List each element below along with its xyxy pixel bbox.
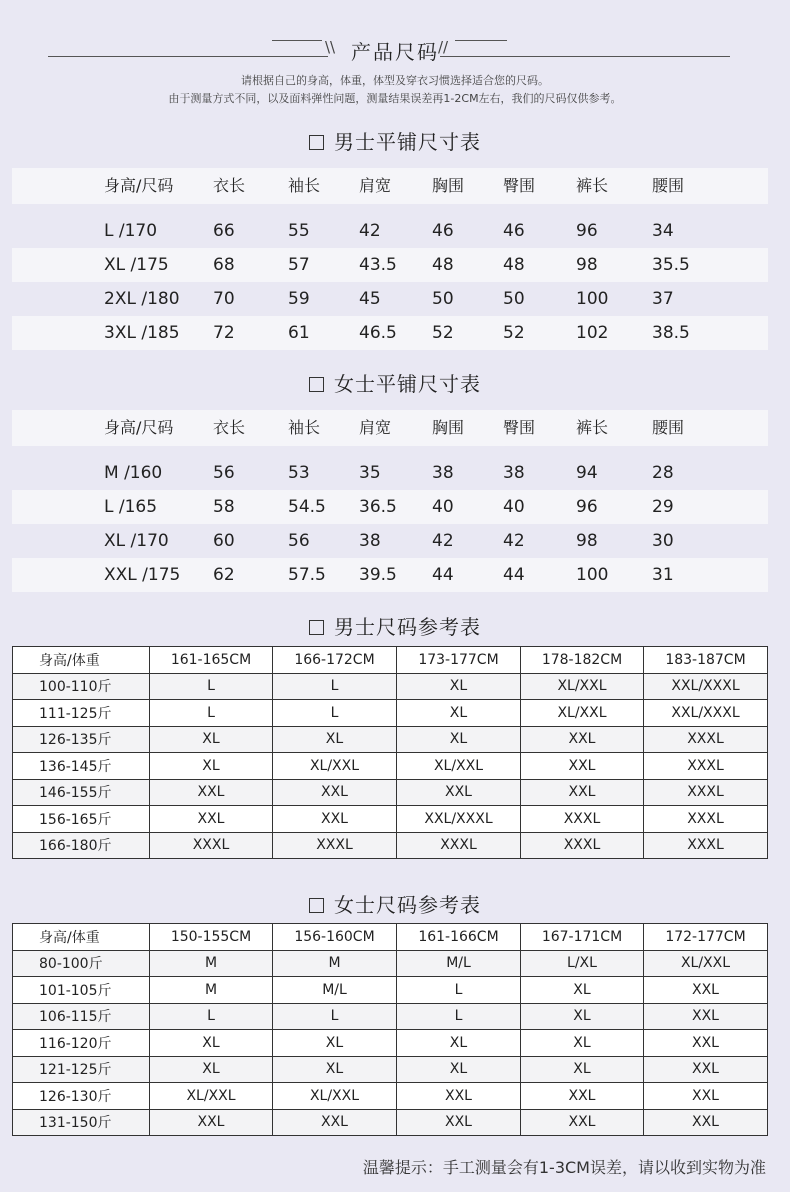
table-header-row: [12, 168, 768, 204]
table-cell: XXL: [397, 1083, 521, 1110]
table-cell: XXL: [150, 806, 273, 833]
table-cell: XL: [521, 1003, 644, 1030]
table-cell: XL: [150, 1056, 273, 1083]
table-row: [13, 726, 768, 753]
table-cell: XL: [397, 1030, 521, 1057]
table-cell: 101-105斤: [13, 977, 150, 1004]
table-cell: 126-135斤: [13, 726, 150, 753]
table-cell: 31: [652, 565, 674, 585]
table-cell: XL /170: [104, 531, 169, 551]
table-cell: 62: [213, 565, 235, 585]
checkbox-square-icon: [309, 377, 324, 392]
table-cell: XL/XXL: [273, 1083, 397, 1110]
table-cell: XXXL: [521, 832, 644, 859]
column-header: 身高/体重: [13, 647, 150, 674]
table-cell: XL: [521, 977, 644, 1004]
column-header: 肩宽: [359, 176, 392, 195]
men-flat-title: [0, 126, 790, 155]
table-cell: 40: [503, 497, 525, 517]
women-flat-title-text: 女士平铺尺寸表: [334, 372, 481, 396]
table-cell: 45: [359, 289, 381, 309]
table-cell: 42: [503, 531, 525, 551]
page-subtitle-2: 由于测量方式不同，以及面料弹性问题，测量结果误差再1-2CM左右，我们的尺码仅供参考。: [168, 92, 622, 105]
column-header: 袖长: [288, 176, 321, 195]
table-cell: L: [150, 673, 273, 700]
table-row: [12, 524, 768, 558]
table-header-row: [12, 410, 768, 446]
table-row: [13, 1030, 768, 1057]
table-cell: XL: [521, 1030, 644, 1057]
column-header: 身高/尺码: [104, 418, 174, 437]
table-cell: 28: [652, 463, 674, 483]
table-cell: XXL: [397, 1109, 521, 1136]
table-cell: 96: [576, 221, 598, 241]
table-cell: 52: [432, 323, 454, 343]
table-cell: 61: [288, 323, 310, 343]
table-cell: XXL: [521, 753, 644, 780]
page-title: 产品尺码: [351, 40, 439, 64]
table-header-row: [13, 647, 768, 674]
column-header: 183-187CM: [644, 647, 768, 674]
table-cell: 38: [359, 531, 381, 551]
table-cell: XXL: [644, 1083, 768, 1110]
table-cell: XXXL: [644, 726, 768, 753]
table-cell: M: [150, 950, 273, 977]
table-row: [13, 700, 768, 727]
table-row: [13, 779, 768, 806]
column-header: 衣长: [213, 418, 246, 437]
table-cell: 106-115斤: [13, 1003, 150, 1030]
table-cell: M/L: [397, 950, 521, 977]
men-flat-title-text: 男士平铺尺寸表: [334, 130, 481, 154]
table-cell: 131-150斤: [13, 1109, 150, 1136]
table-cell: 57.5: [288, 565, 326, 585]
table-cell: 48: [503, 255, 525, 275]
table-row: [13, 1083, 768, 1110]
table-cell: L: [397, 977, 521, 1004]
column-header: 胸围: [432, 176, 465, 195]
table-cell: 94: [576, 463, 598, 483]
table-cell: XL: [150, 1030, 273, 1057]
table-cell: 121-125斤: [13, 1056, 150, 1083]
table-cell: 59: [288, 289, 310, 309]
column-header: 臀围: [503, 418, 536, 437]
table-row: [12, 490, 768, 524]
table-cell: L: [273, 1003, 397, 1030]
column-header: 腰围: [652, 418, 685, 437]
table-cell: 50: [432, 289, 454, 309]
table-cell: XXL: [273, 806, 397, 833]
page-header: [0, 0, 790, 110]
table-row: [13, 950, 768, 977]
column-header: 166-172CM: [273, 647, 397, 674]
table-cell: XXL/XXXL: [644, 673, 768, 700]
women-ref-title: [0, 889, 790, 918]
table-cell: L: [273, 700, 397, 727]
table-cell: XXL: [644, 1003, 768, 1030]
table-cell: 96: [576, 497, 598, 517]
table-cell: 50: [503, 289, 525, 309]
table-row: [12, 248, 768, 282]
table-row: [13, 1056, 768, 1083]
table-cell: M: [150, 977, 273, 1004]
men-flat-table: [12, 168, 768, 350]
table-cell: XXL: [521, 1083, 644, 1110]
table-cell: 44: [503, 565, 525, 585]
table-cell: XXXL: [397, 832, 521, 859]
column-header: 身高/尺码: [104, 176, 174, 195]
table-cell: XXL: [397, 779, 521, 806]
table-cell: XXL: [644, 1056, 768, 1083]
column-header: 172-177CM: [644, 924, 768, 951]
table-row: [12, 282, 768, 316]
table-row: [13, 806, 768, 833]
footer-note: 温馨提示：手工测量会有1-3CM误差，请以收到实物为准: [362, 1158, 766, 1177]
table-cell: XXL /175: [104, 565, 181, 585]
table-cell: L: [397, 1003, 521, 1030]
column-header: 167-171CM: [521, 924, 644, 951]
table-cell: XXL: [521, 726, 644, 753]
table-cell: 72: [213, 323, 235, 343]
women-ref-title-text: 女士尺码参考表: [334, 893, 481, 917]
table-cell: XL: [397, 1056, 521, 1083]
table-cell: XXL: [150, 779, 273, 806]
table-cell: XXL: [521, 779, 644, 806]
column-header: 161-165CM: [150, 647, 273, 674]
table-cell: 30: [652, 531, 674, 551]
women-flat-table: [12, 410, 768, 592]
column-header: 173-177CM: [397, 647, 521, 674]
table-cell: L: [150, 700, 273, 727]
table-cell: 37: [652, 289, 674, 309]
table-cell: 35.5: [652, 255, 690, 275]
table-cell: 56: [213, 463, 235, 483]
column-header: 衣长: [213, 176, 246, 195]
table-cell: 55: [288, 221, 310, 241]
column-header: 156-160CM: [273, 924, 397, 951]
table-cell: 46.5: [359, 323, 397, 343]
column-header: 身高/体重: [13, 924, 150, 951]
table-cell: 58: [213, 497, 235, 517]
table-cell: 102: [576, 323, 609, 343]
table-cell: XL: [521, 1056, 644, 1083]
table-cell: XXXL: [644, 806, 768, 833]
table-cell: 40: [432, 497, 454, 517]
table-cell: 156-165斤: [13, 806, 150, 833]
table-cell: XXXL: [644, 832, 768, 859]
table-cell: 100-110斤: [13, 673, 150, 700]
table-cell: 56: [288, 531, 310, 551]
table-cell: 3XL /185: [104, 323, 180, 343]
women-ref-table: [12, 923, 768, 1136]
table-cell: 44: [432, 565, 454, 585]
table-cell: M /160: [104, 463, 163, 483]
column-header: 178-182CM: [521, 647, 644, 674]
table-cell: 68: [213, 255, 235, 275]
table-cell: 166-180斤: [13, 832, 150, 859]
table-cell: XXXL: [521, 806, 644, 833]
table-cell: 80-100斤: [13, 950, 150, 977]
table-cell: 46: [432, 221, 454, 241]
table-cell: 98: [576, 255, 598, 275]
men-ref-title: [0, 611, 790, 640]
table-cell: 98: [576, 531, 598, 551]
table-cell: 54.5: [288, 497, 326, 517]
table-cell: 60: [213, 531, 235, 551]
table-cell: XXXL: [150, 832, 273, 859]
table-cell: 42: [432, 531, 454, 551]
table-cell: XL: [397, 673, 521, 700]
column-header: 袖长: [288, 418, 321, 437]
table-cell: XXL/XXXL: [397, 806, 521, 833]
men-ref-title-text: 男士尺码参考表: [334, 615, 481, 639]
table-cell: 2XL /180: [104, 289, 180, 309]
table-cell: XL: [273, 726, 397, 753]
table-row: [13, 1109, 768, 1136]
table-cell: XXL: [273, 1109, 397, 1136]
table-cell: 136-145斤: [13, 753, 150, 780]
table-row: [12, 214, 768, 248]
table-cell: 66: [213, 221, 235, 241]
table-cell: XL /175: [104, 255, 169, 275]
table-cell: 42: [359, 221, 381, 241]
table-cell: L /170: [104, 221, 158, 241]
table-cell: 35: [359, 463, 381, 483]
title-deco-left: \\: [325, 38, 336, 56]
checkbox-square-icon: [309, 898, 324, 913]
table-cell: 100: [576, 565, 609, 585]
men-ref-table: [12, 646, 768, 859]
column-header: 161-166CM: [397, 924, 521, 951]
table-cell: XXL: [644, 1030, 768, 1057]
table-cell: XL: [397, 700, 521, 727]
table-cell: 53: [288, 463, 310, 483]
column-header: 裤长: [576, 176, 609, 195]
table-cell: XL: [273, 1056, 397, 1083]
table-cell: XXL: [644, 1109, 768, 1136]
table-cell: XL/XXL: [150, 1083, 273, 1110]
table-cell: XL: [150, 753, 273, 780]
table-cell: 34: [652, 221, 674, 241]
table-cell: XXL: [521, 1109, 644, 1136]
table-row: [13, 673, 768, 700]
table-cell: XL: [397, 726, 521, 753]
table-cell: L /165: [104, 497, 158, 517]
table-cell: XXL: [273, 779, 397, 806]
table-cell: 39.5: [359, 565, 397, 585]
table-cell: 116-120斤: [13, 1030, 150, 1057]
column-header: 裤长: [576, 418, 609, 437]
checkbox-square-icon: [309, 620, 324, 635]
table-cell: XL: [150, 726, 273, 753]
table-cell: XXXL: [273, 832, 397, 859]
table-cell: 57: [288, 255, 310, 275]
table-cell: 146-155斤: [13, 779, 150, 806]
table-cell: XXL: [644, 977, 768, 1004]
table-row: [13, 753, 768, 780]
page-subtitle-1: 请根据自己的身高，体重，体型及穿衣习惯选择适合您的尺码。: [241, 74, 549, 87]
table-cell: XL/XXL: [521, 673, 644, 700]
header-spacer: [12, 446, 768, 456]
table-cell: 38.5: [652, 323, 690, 343]
table-cell: 43.5: [359, 255, 397, 275]
table-cell: XXXL: [644, 779, 768, 806]
table-row: [12, 456, 768, 490]
table-cell: 38: [503, 463, 525, 483]
table-cell: XL/XXL: [273, 753, 397, 780]
table-cell: 52: [503, 323, 525, 343]
column-header: 胸围: [432, 418, 465, 437]
table-row: [13, 832, 768, 859]
column-header: 肩宽: [359, 418, 392, 437]
table-cell: 70: [213, 289, 235, 309]
table-cell: M: [273, 950, 397, 977]
column-header: 150-155CM: [150, 924, 273, 951]
column-header: 腰围: [652, 176, 685, 195]
table-cell: M/L: [273, 977, 397, 1004]
table-header-row: [13, 924, 768, 951]
table-row: [13, 977, 768, 1004]
table-cell: XL/XXL: [644, 950, 768, 977]
table-cell: XL/XXL: [521, 700, 644, 727]
table-cell: L/XL: [521, 950, 644, 977]
table-cell: XL/XXL: [397, 753, 521, 780]
table-cell: 111-125斤: [13, 700, 150, 727]
women-flat-title: [0, 368, 790, 397]
title-deco-right: //: [438, 38, 449, 56]
table-cell: 38: [432, 463, 454, 483]
table-cell: L: [273, 673, 397, 700]
table-cell: L: [150, 1003, 273, 1030]
table-cell: XXXL: [644, 753, 768, 780]
table-cell: 36.5: [359, 497, 397, 517]
table-row: [12, 316, 768, 350]
table-cell: 48: [432, 255, 454, 275]
table-cell: XXL/XXXL: [644, 700, 768, 727]
column-header: 臀围: [503, 176, 536, 195]
table-cell: 46: [503, 221, 525, 241]
table-row: [13, 1003, 768, 1030]
table-cell: 29: [652, 497, 674, 517]
table-cell: XL: [273, 1030, 397, 1057]
table-cell: 126-130斤: [13, 1083, 150, 1110]
table-cell: XXL: [150, 1109, 273, 1136]
table-row: [12, 558, 768, 592]
header-spacer: [12, 204, 768, 214]
checkbox-square-icon: [309, 135, 324, 150]
table-cell: 100: [576, 289, 609, 309]
